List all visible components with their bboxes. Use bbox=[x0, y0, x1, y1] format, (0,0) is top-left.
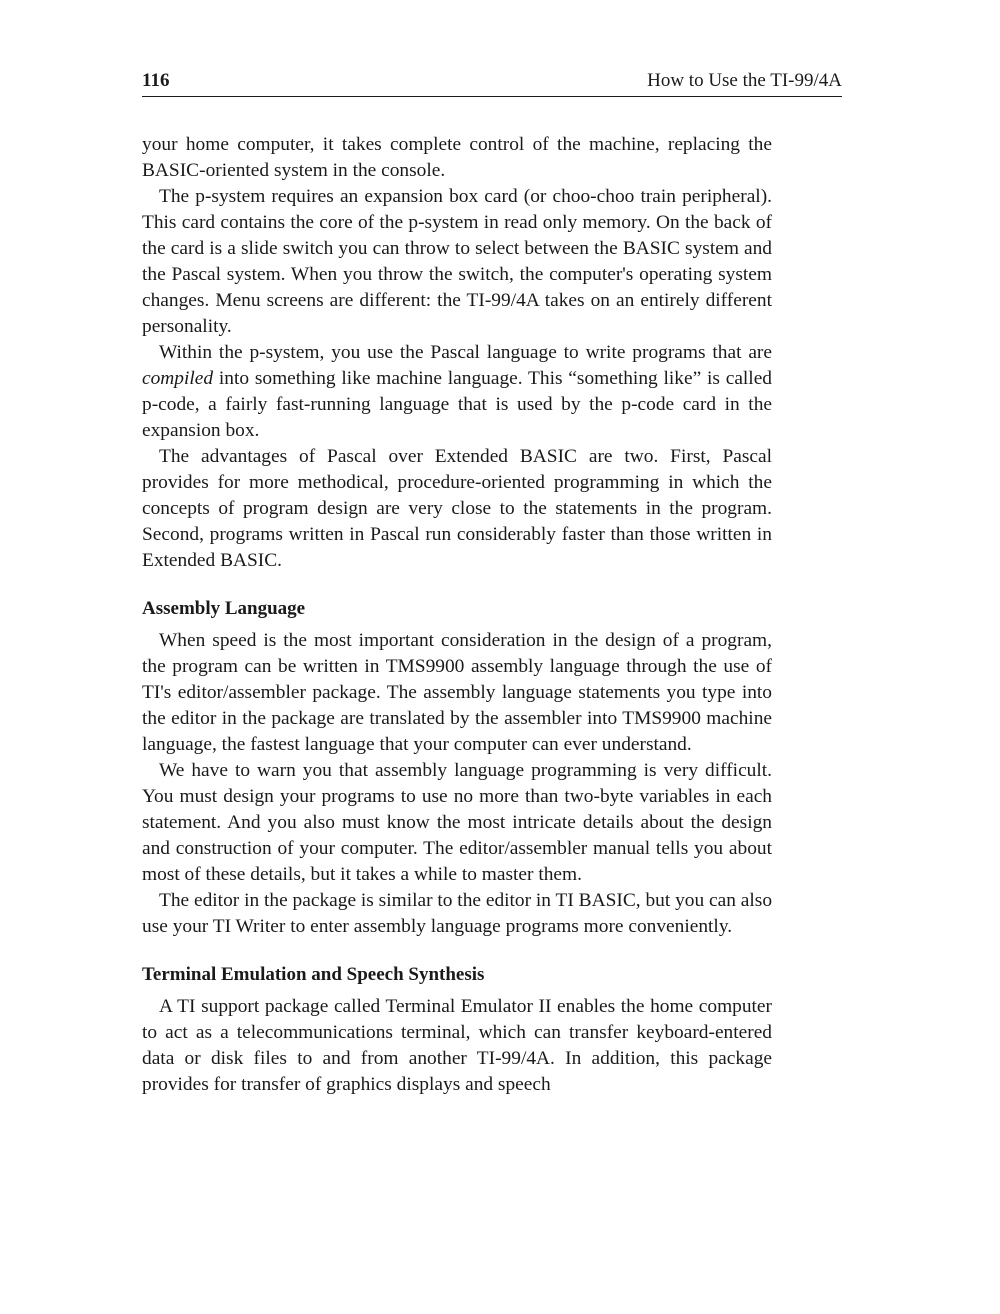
page-number: 116 bbox=[142, 70, 170, 91]
section-heading-terminal-emulation: Terminal Emulation and Speech Synthesis bbox=[142, 964, 485, 985]
paragraph bbox=[142, 340, 772, 444]
paragraph: We have to warn you that assembly language programming is very difficult. You must design your programs to use no more than two-byte variables in each statement. And you also must know the most intricate details about the design and construction of your computer. The editor/assembler manual tells you about most of these details, but it takes a while to master them. bbox=[142, 760, 772, 885]
running-head bbox=[142, 70, 842, 97]
text-run: Within the p-system, you use the Pascal language to write programs that are bbox=[159, 342, 772, 363]
body-text bbox=[142, 132, 772, 1098]
emphasis-compiled: compiled bbox=[142, 368, 214, 389]
paragraph: The editor in the package is similar to the editor in TI BASIC, but you can also use your TI Writer to enter assembly language programs more conveniently. bbox=[142, 890, 773, 937]
running-title: How to Use the TI-99/4A bbox=[647, 70, 842, 91]
paragraph: your home computer, it takes complete control of the machine, replacing the BASIC-oriented system in the console. bbox=[142, 134, 772, 181]
paragraph: The p-system requires an expansion box card (or choo-choo train peripheral). This card contains the core of the p-system in read only memory. On the back of the card is a slide switch you can throw to select between the BASIC system and the Pascal system. When you throw the switch, the computer's operating system changes. Menu screens are different: the TI-99/4A takes on an entirely different personality. bbox=[142, 186, 772, 337]
text-run: into something like machine language. This “something like” is called p-code, a fairly fast-running language that is used by the p-code card in the expansion box. bbox=[142, 368, 772, 441]
section-heading-assembly-language: Assembly Language bbox=[142, 598, 306, 619]
paragraph: The advantages of Pascal over Extended BASIC are two. First, Pascal provides for more methodical, procedure-oriented programming in which the concepts of program design are very close to the statements in the program. Second, programs written in Pascal run considerably faster than those written in Extended BASIC. bbox=[142, 446, 772, 571]
paragraph: When speed is the most important consideration in the design of a program, the program can be written in TMS9900 assembly language through the use of TI's editor/assembler package. The assembly language statements you type into the editor in the package are translated by the assembler into TMS9900 machine language, the fastest language that your computer can ever understand. bbox=[142, 630, 772, 755]
paragraph: A TI support package called Terminal Emulator II enables the home computer to act as a telecommunications terminal, which can transfer keyboard-entered data or disk files to and from another TI-99/4A. In addition, this package provides for transfer of graphics displays and speech bbox=[142, 996, 772, 1095]
